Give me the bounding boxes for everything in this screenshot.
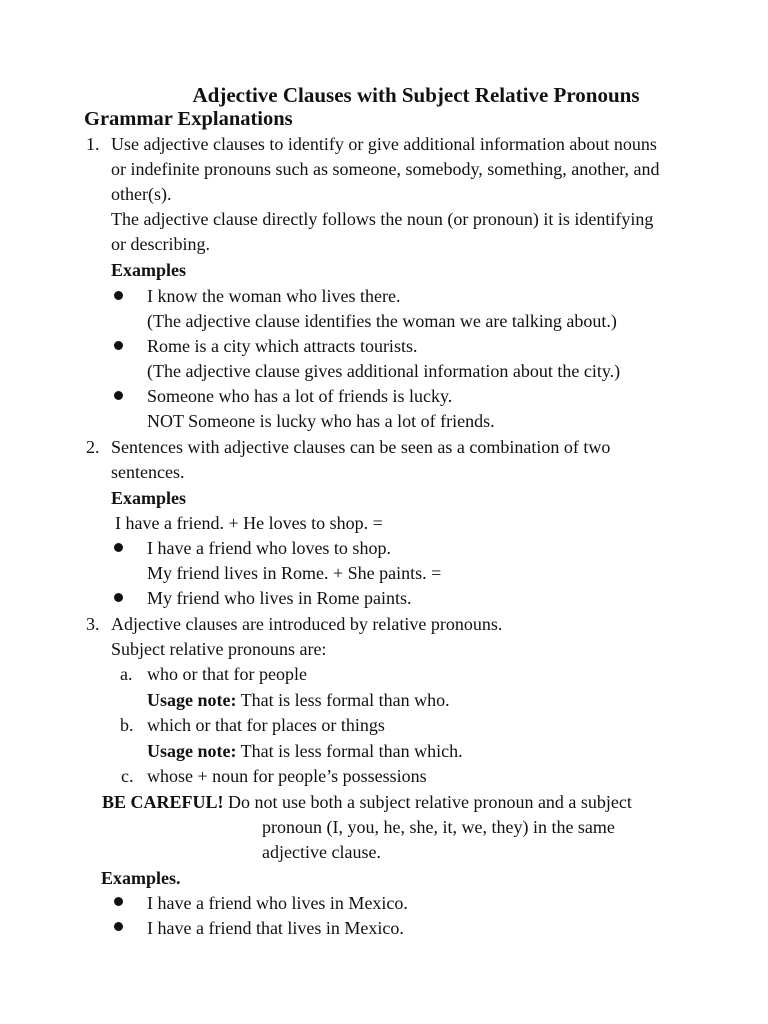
item-number-1: 1. <box>86 134 100 154</box>
bullet-icon <box>114 897 123 906</box>
section-heading: Grammar Explanations <box>84 108 293 130</box>
example-line: I have a friend that lives in Mexico. <box>147 918 404 938</box>
example-premise: I have a friend. + He loves to shop. = <box>115 513 383 533</box>
bullet-icon <box>114 593 123 602</box>
bullet-icon <box>114 391 123 400</box>
careful-line1: BE CAREFUL! Do not use both a subject relative pronoun and a subject <box>102 792 632 812</box>
examples-heading: Examples <box>111 488 187 508</box>
example-line: I have a friend who loves to shop. <box>147 538 391 558</box>
bullet-icon <box>114 341 123 350</box>
item3-line2: Subject relative pronouns are: <box>111 639 327 659</box>
careful-line3: adjective clause. <box>262 842 381 862</box>
page-title: Adjective Clauses with Subject Relative Pronouns <box>192 83 640 107</box>
item-number-2: 2. <box>86 437 100 457</box>
sub-item-label-c: c. <box>121 766 134 786</box>
sub-item-a: who or that for people <box>147 664 307 684</box>
example-line: My friend who lives in Rome paints. <box>147 588 412 608</box>
bullet-icon <box>114 291 123 300</box>
bullet-icon <box>114 543 123 552</box>
item1-line1: Use adjective clauses to identify or give additional information about nouns <box>111 134 657 154</box>
example-note: (The adjective clause identifies the woman we are talking about.) <box>147 311 617 331</box>
item1-line2: or indefinite pronouns such as someone, somebody, something, another, and <box>111 159 660 179</box>
bullet-icon <box>114 922 123 931</box>
item1-line4: The adjective clause directly follows the noun (or pronoun) it is identifying <box>111 209 654 229</box>
examples-heading: Examples. <box>101 868 181 888</box>
sub-item-c: whose + noun for people’s possessions <box>147 766 427 786</box>
item3-line1: Adjective clauses are introduced by relative pronouns. <box>111 614 503 634</box>
sub-item-label-b: b. <box>120 715 134 735</box>
example-line: I know the woman who lives there. <box>147 286 401 306</box>
careful-line2: pronoun (I, you, he, she, it, we, they) in the same <box>262 817 615 837</box>
usage-note-a: Usage note: That is less formal than who. <box>147 690 450 710</box>
usage-note-b: Usage note: That is less formal than which. <box>147 741 463 761</box>
example-premise: My friend lives in Rome. + She paints. = <box>147 563 442 583</box>
example-line: Someone who has a lot of friends is lucky. <box>147 386 453 406</box>
example-line: Rome is a city which attracts tourists. <box>147 336 418 356</box>
item1-line5: or describing. <box>111 234 210 254</box>
sub-item-label-a: a. <box>120 664 133 684</box>
sub-item-b: which or that for places or things <box>147 715 385 735</box>
item2-line2: sentences. <box>111 462 185 482</box>
examples-heading: Examples <box>111 260 187 280</box>
item-number-3: 3. <box>86 614 100 634</box>
example-line: I have a friend who lives in Mexico. <box>147 893 408 913</box>
example-note: NOT Someone is lucky who has a lot of friends. <box>147 411 495 431</box>
item1-line3: other(s). <box>111 184 172 204</box>
example-note: (The adjective clause gives additional information about the city.) <box>147 361 621 381</box>
item2-line1: Sentences with adjective clauses can be seen as a combination of two <box>111 437 611 457</box>
